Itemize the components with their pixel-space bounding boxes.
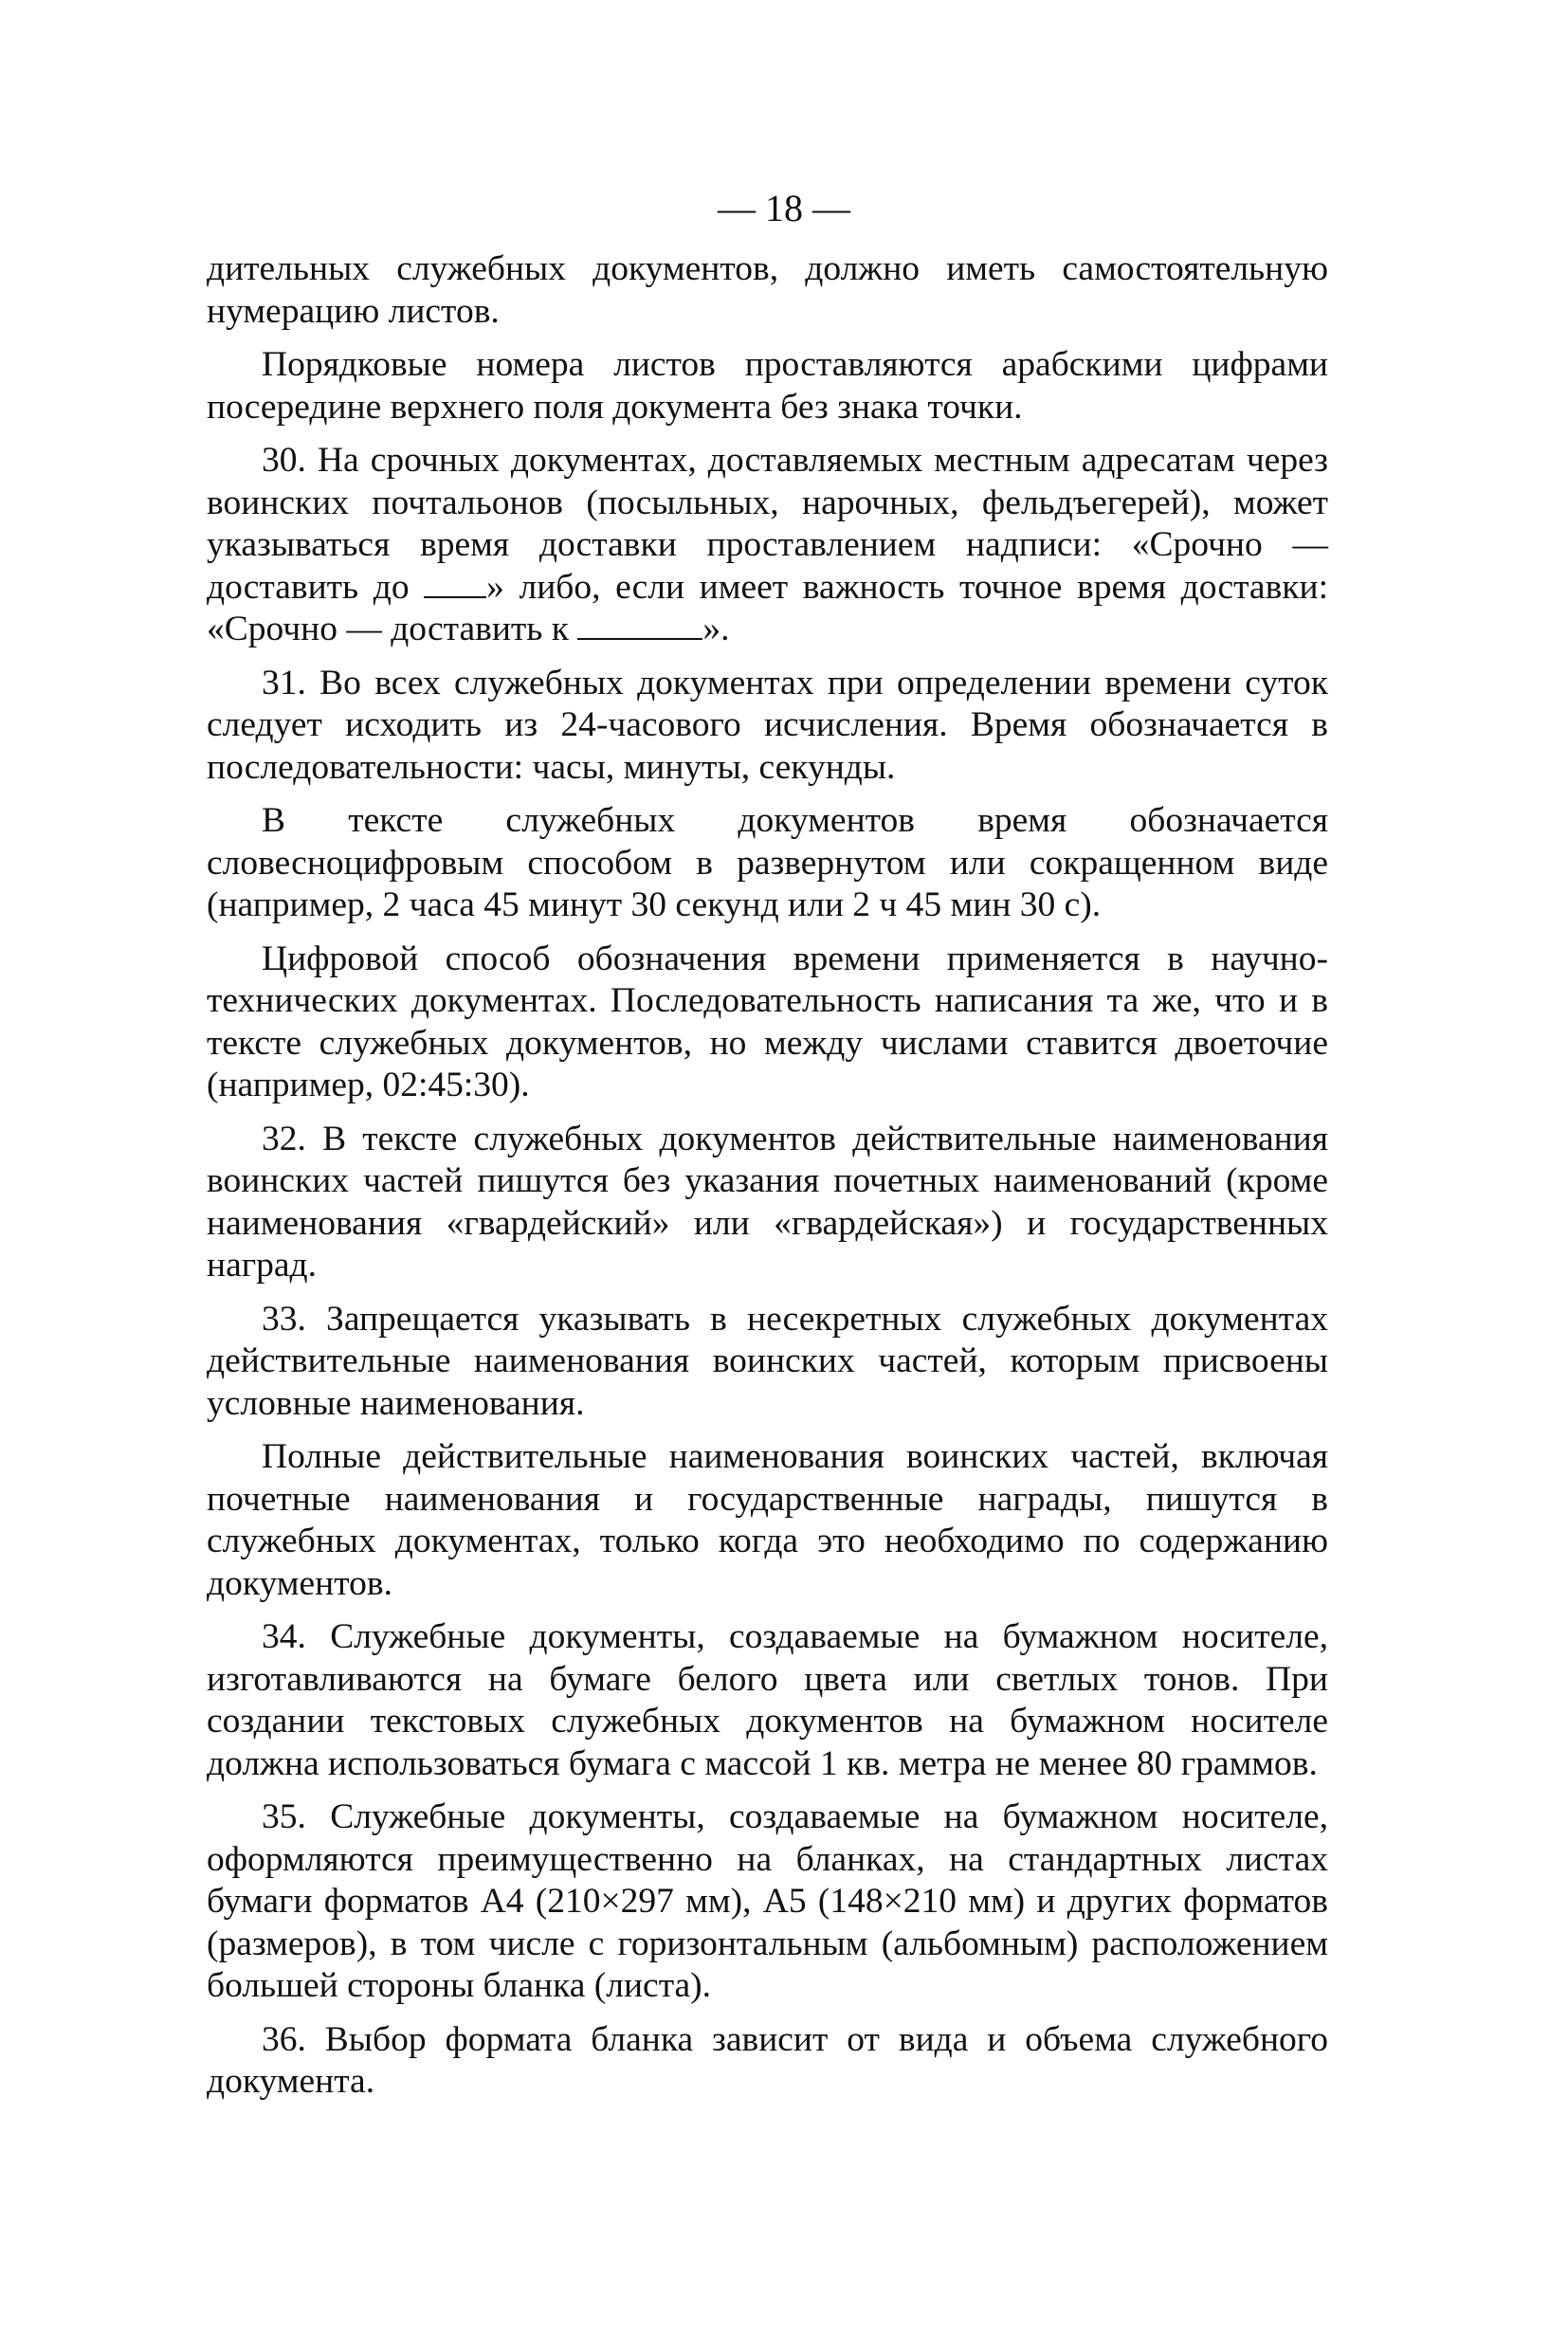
paragraph-full-names: Полные действительные наименования воинских частей, включая почетные наименования и государственные награды, пишутся в служебных документах, только когда это необходимо по содержанию документов. xyxy=(207,1437,1328,1603)
paragraph-34-paper: 34. Служебные документы, создаваемые на бумажном носителе, изготавливаются на бумаге белого цвета или светлых тонов. При создании текстовых служебных документов на бумажном носителе должна использоваться бумага с массой 1 кв. метра не менее 80 граммов. xyxy=(207,1617,1328,1783)
blank-line-until xyxy=(424,568,486,598)
page-number: — 18 — xyxy=(718,187,850,229)
paragraph-35-formats: 35. Служебные документы, создаваемые на бумажном носителе, оформляются преимущественно на бланках, на стандартных листах бумаги форматов А4 (210×297 мм), А5 (148×210 мм) и других форматов (размеров), в том числе с горизонтальным (альбомным) расположением большей стороны бланка (листа). xyxy=(207,1797,1328,2005)
paragraph-33-prohibition: 33. Запрещается указывать в несекретных служебных документах действительные наименования воинских частей, которым присвоены условные наименования. xyxy=(207,1299,1328,1423)
blank-line-at xyxy=(577,610,702,640)
paragraph-36-form-choice: 36. Выбор формата бланка зависит от вида и объема служебного документа. xyxy=(207,2019,1328,2101)
document-body xyxy=(207,248,1328,2115)
paragraph-31-time-format: 31. Во всех служебных документах при определении времени суток следует исходить из 24-часового исчисления. Время обозначается в последовательности: часы, минуты, секунды. xyxy=(207,663,1328,787)
paragraph-continuation: дительных служебных документов, должно иметь самостоятельную нумерацию листов. xyxy=(207,249,1328,331)
paragraph-30-text-middle: » либо, если имеет важность точное время доставки: «Срочно — доставить к xyxy=(207,567,1328,648)
paragraph-32-unit-names: 32. В тексте служебных документов действительные наименования воинских частей пишутся без указания почетных наименований (кроме наименования «гвардейский» или «гвардейская») и государственных наград. xyxy=(207,1119,1328,1285)
paragraph-time-digital: Цифровой способ обозначения времени применяется в научно-технических документах. Последовательность написания та же, что и в тексте служебных документов, но между числами ставится двоеточие (например, 02:45:30). xyxy=(207,939,1328,1104)
paragraph-30-urgent-delivery xyxy=(207,440,1328,651)
paragraph-time-verbal: В тексте служебных документов время обозначается словесноцифровым способом в развернутом или сокращенном виде (например, 2 часа 45 минут 30 секунд или 2 ч 45 мин 30 с). xyxy=(207,801,1328,924)
paragraph-30-text-before: 30. На срочных документах, доставляемых местным адресатам через воинских почтальонов (посыльных, нарочных, фельдъегерей), может указываться время доставки проставлением надписи: «Срочно — доставить до xyxy=(207,441,1328,607)
paragraph-page-numbering: Порядковые номера листов проставляются арабскими цифрами посередине верхнего поля документа без знака точки. xyxy=(207,345,1328,427)
paragraph-30-text-after: ». xyxy=(702,610,730,648)
